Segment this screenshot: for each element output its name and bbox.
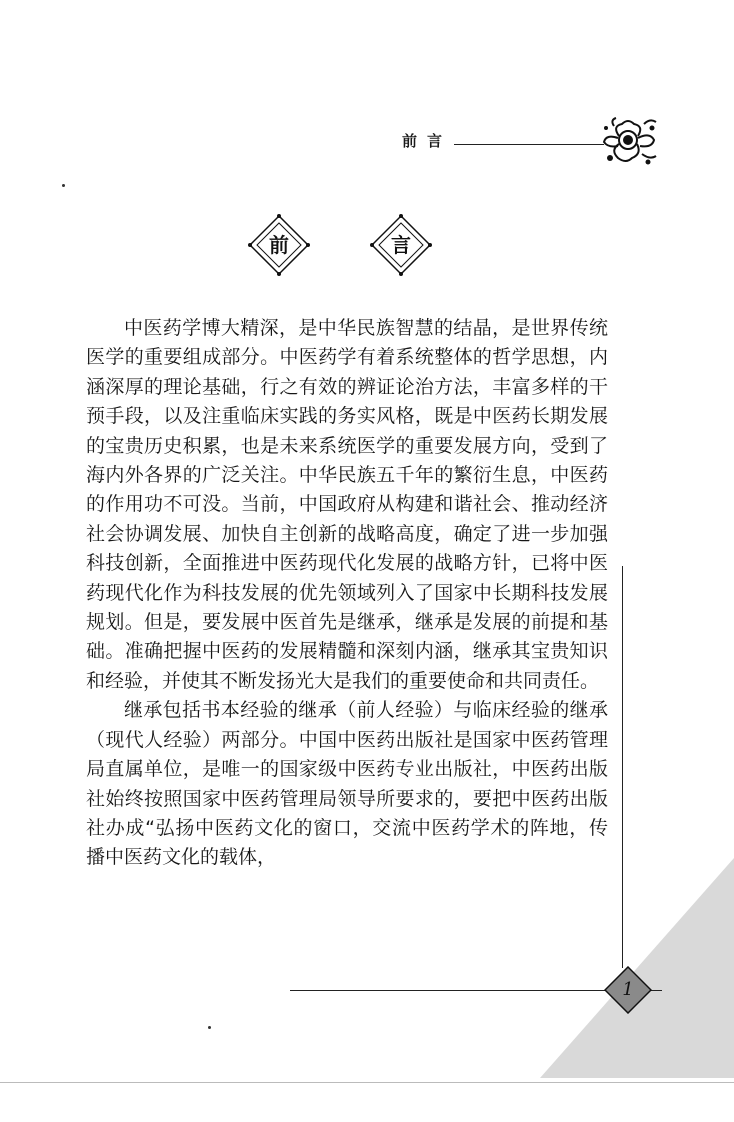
running-header-title: 前言 [402, 132, 453, 150]
flower-ornament-icon [598, 114, 662, 170]
scan-edge-line [0, 1082, 734, 1083]
page-number-badge [604, 966, 652, 1014]
body-text [86, 314, 608, 873]
title-diamond-2 [370, 214, 432, 276]
paragraph-2: 继承包括书本经验的继承（前人经验）与临床经验的继承（现代人经验）两部分。中国中医药出版社是国家中医药管理局直属单位，是唯一的国家级中医药专业出版社，中医药出版社始终按照国家中医药管理局领导所要求的，要把中医药出版社办成“弘扬中医药文化的窗口，交流中医药学术的阵地，传播中医药文化的载体， [86, 699, 608, 869]
title-char-2: 言 [391, 233, 411, 257]
scan-speck [208, 1026, 211, 1029]
running-header [402, 128, 722, 178]
running-header-rule [454, 144, 604, 145]
paragraph-1: 中医药学博大精深，是中华民族智慧的结晶，是世界传统医学的重要组成部分。中医药学有着系统整体的哲学思想，内涵深厚的理论基础，行之有效的辨证论治方法，丰富多样的干预手段，以及注重临床实践的务实风格，既是中医药长期发展的宝贵历史积累，也是未来系统医学的重要发展方向，受到了海内外各界的广泛关注。中华民族五千年的繁衍生息，中医药的作用功不可没。当前，中国政府从构建和谐社会、推动经济社会协调发展、加快自主创新的战略高度，确定了进一步加强科技创新，全面推进中医药现代化发展的战略方针，已将中医药现代化作为科技发展的优先领域列入了国家中长期科技发展规划。但是，要发展中医首先是继承，继承是发展的前提和基础。准确把握中医药的发展精髓和深刻内涵，继承其宝贵知识和经验，并使其不断发扬光大是我们的重要使命和共同责任。 [86, 317, 608, 692]
title-char-1: 前 [269, 233, 289, 257]
page-number: 1 [622, 979, 634, 1000]
title-diamond-1 [248, 214, 310, 276]
chapter-title [240, 214, 440, 284]
scan-speck [62, 184, 65, 187]
